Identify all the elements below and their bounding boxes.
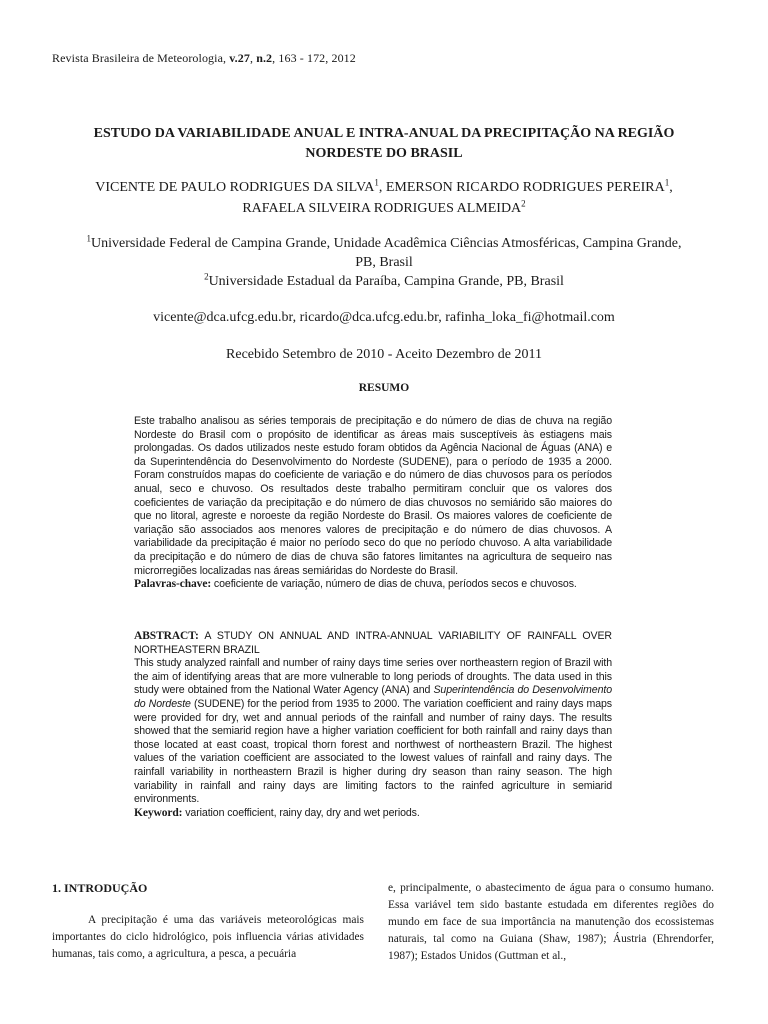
journal-number: n.2 xyxy=(256,51,273,65)
author-affiliation-mark: 1 xyxy=(374,177,379,188)
journal-volume: v.27 xyxy=(229,51,250,65)
keyword-label: Keyword: xyxy=(134,806,183,819)
title-line-2: NORDESTE DO BRASIL xyxy=(305,146,463,161)
intro-paragraph: e, principalmente, o abastecimento de água para o consumo humano. Essa variável tem sido bastante estudada em diferentes regiões do mundo em face de sua importância na manutenção dos ecossistemas naturais, tal como na Guiana (Shaw, 1987); Áustria (Ehrendorfer, 1987); Estados Unidos (Guttman et al., xyxy=(388,882,714,962)
abstract-label: ABSTRACT: xyxy=(134,630,199,642)
author-affiliation-mark: 1 xyxy=(664,177,670,188)
received-dates: Recebido Setembro de 2010 - Aceito Dezembro de 2011 xyxy=(226,347,542,362)
affiliations xyxy=(40,234,728,291)
affiliation-number: 1 xyxy=(86,233,91,244)
affiliation-number: 2 xyxy=(204,271,209,282)
author-affiliation-mark: 2 xyxy=(521,198,526,209)
author-name: VICENTE DE PAULO RODRIGUES DA SILVA xyxy=(95,180,375,195)
resumo-body: Este trabalho analisou as séries temporais de precipitação e do número de dias de chuva na região Nordeste do Brasil com o propósito de identificar as áreas mais susceptíveis às estiagens mais prolongadas. Os dados utilizados neste estudo foram obtidos da Agência Nacional de Águas (ANA) e da Superintendência do Desenvolvimento do Nordeste (SUDENE), para o período de 1935 a 2000. Foram construídos mapas do coeficiente de variação e do número de dias chuvosos para os períodos anual, seco e chuvoso. Os resultados deste trabalho permitiram concluir que os valores dos coeficientes de variação da precipitação e do número de dias chuvosos no semiárido são maiores do que no litoral, agreste e noroeste da região Nordeste do Brasil. Os maiores valores de coeficiente de variação são associados aos menores valores de precipitação e do número de dias chuvosos. A variabilidade da precipitação é maior no período seco do que no período chuvoso. A alta variabilidade da precipitação e do número de dias de chuva são fatores limitantes na agricultura de sequeiro nas microrregiões localizadas nas áreas semiáridas do Nordeste do Brasil. xyxy=(134,415,612,577)
resumo-heading: RESUMO xyxy=(358,382,410,394)
keywords-label: Palavras-chave: xyxy=(134,578,212,591)
title-line-1: ESTUDO DA VARIABILIDADE ANUAL E INTRA-ANUAL DA PRECIPITAÇÃO NA REGIÃO xyxy=(93,126,675,141)
keywords-text: coeficiente de variação, número de dias de chuva, períodos secos e chuvosos. xyxy=(213,578,577,591)
author-name: RAFAELA SILVEIRA RODRIGUES ALMEIDA xyxy=(242,201,522,216)
abstract-body: This study analyzed rainfall and number of rainy days time series over northeastern region of Brazil with the aim of identifying areas that are more vulnerable to long periods of droughts. The data used in this study were obtained from the National Water Agency (ANA) and xyxy=(134,657,612,697)
affiliation-text: Universidade Federal de Campina Grande, Unidade Acadêmica Ciências Atmosféricas, Campina Grande, xyxy=(90,236,682,251)
journal-citation: Revista Brasileira de Meteorologia, v.27, n.2, 163 - 172, 2012 xyxy=(52,51,356,65)
abstract-body-italic: Superintendência do Desenvolvimento do Nordeste xyxy=(134,684,612,710)
author-list: VICENTE DE PAULO RODRIGUES DA SILVA$^1$, EMERSON RICARDO RODRIGUES PEREIRA$^1$, RAFAELA SILVEIRA RODRIGUES ALMEIDA$^2$ xyxy=(95,177,673,216)
abstract-block xyxy=(134,630,612,820)
keyword-text: variation coefficient, rainy day, dry and wet periods. xyxy=(185,806,420,819)
intro-right-column xyxy=(388,880,714,965)
affiliation-text: Universidade Estadual da Paraíba, Campina Grande, PB, Brasil xyxy=(208,274,564,289)
journal-pages-year: 163 - 172, 2012 xyxy=(278,51,356,65)
journal-name: Revista Brasileira de Meteorologia, xyxy=(52,51,227,65)
abstract-body: (SUDENE) for the period from 1935 to 2000. The variation coefficient and rainy days maps were provided for dry, wet and annual periods of the rainfall and number of rainy days. The results showed that the semiarid region have a higher variation coefficient for both rainfall and rainy days than those located at east coast, tropical thorn forest and northwest of northeastern Brazil. The highest values of the variation coefficient are associated to the lowest values of rainfall and rainy days. The rainfall variability in northeastern Brazil is higher during dry season than rainy season. The high variability in rainfall and rainy days are limiting factors to the rainfed agriculture in semiarid environments. xyxy=(134,697,612,806)
section-heading: 1. INTRODUÇÃO xyxy=(52,881,148,895)
author-emails: vicente@dca.ufcg.edu.br, ricardo@dca.ufcg.edu.br, rafinha_loka_fi@hotmail.com xyxy=(153,310,615,325)
intro-paragraph: A precipitação é uma das variáveis meteorológicas mais importantes do ciclo hidrológico, pois influencia várias atividades humanas, tais como, a agricultura, a pesca, a pecuária xyxy=(52,914,364,960)
resumo-block xyxy=(134,415,612,592)
abstract-title: A STUDY ON ANNUAL AND INTRA-ANNUAL VARIABILITY OF RAINFALL OVER NORTHEASTERN BRAZIL xyxy=(134,630,612,656)
affiliation-text-cont: PB, Brasil xyxy=(355,255,413,270)
intro-left-column xyxy=(52,880,364,963)
author-name: EMERSON RICARDO RODRIGUES PEREIRA xyxy=(385,180,665,195)
paper-title xyxy=(60,124,708,164)
